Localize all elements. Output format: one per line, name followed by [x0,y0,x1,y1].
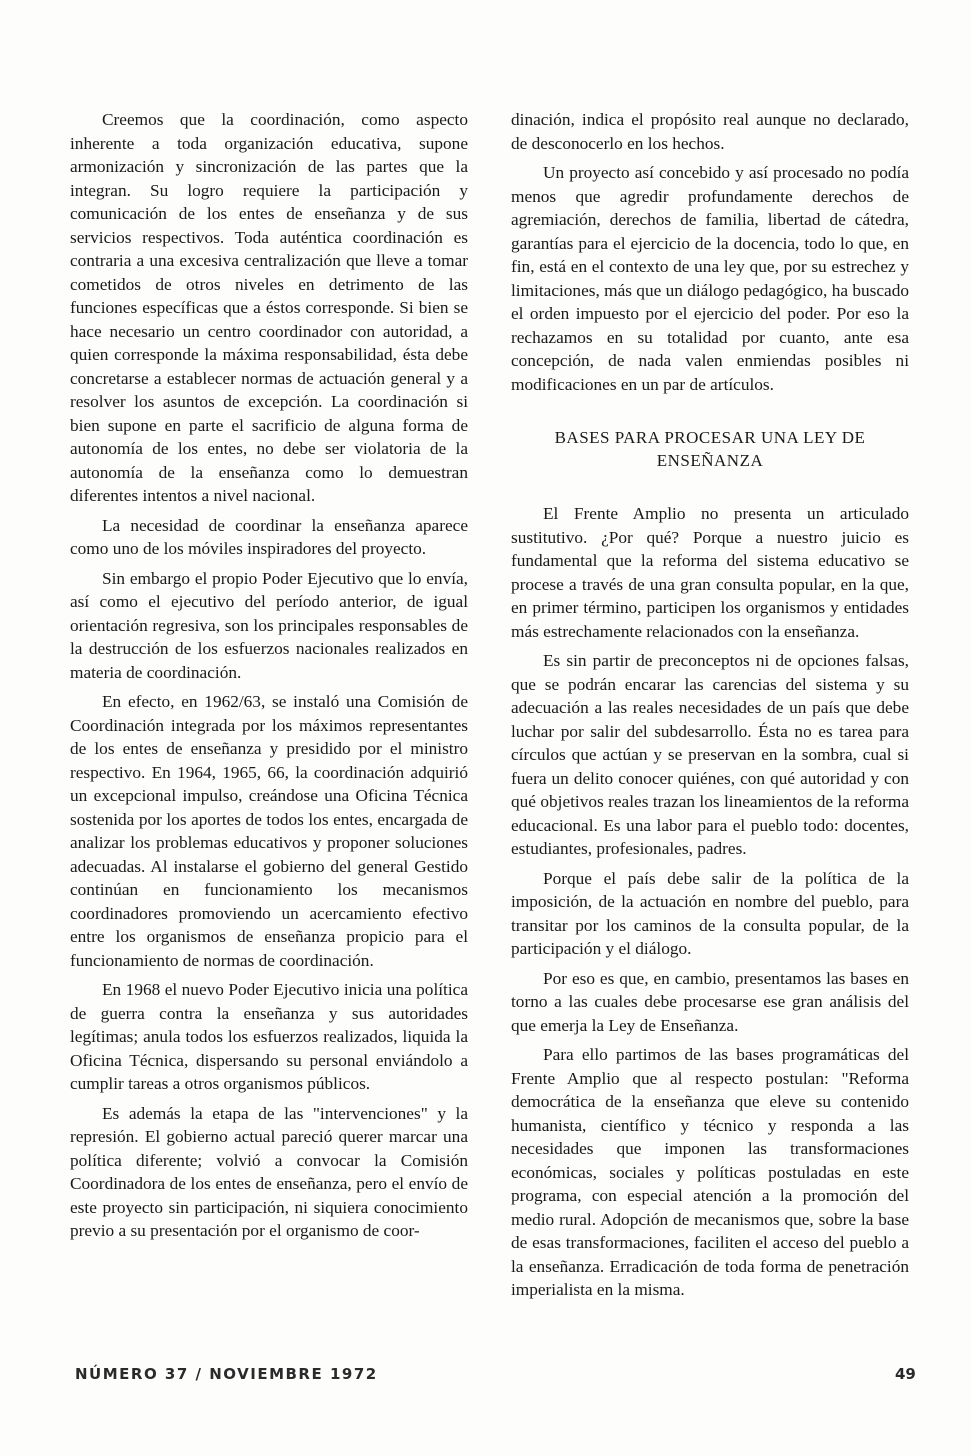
paragraph: Creemos que la coordinación, como aspecto inherente a toda organización educativa, supone armonización y sincronización de las partes que la integran. Su logro requiere la participación y comunicación de los entes de enseñanza y de sus servicios respectivos. Toda auténtica coordinación es contraria a una excesiva centralización que lleve a tomar cometidos de otros niveles en detrimento de las funciones específicas que a éstos corresponde. Si bien se hace necesario un centro coordinador con autoridad, a quien corresponde la máxima responsabilidad, ésta debe concretarse a establecer normas de actuación general y a resolver los asuntos de excepción. La coordinación si bien supone en parte el sacrificio de alguna forma de autonomía de los entes, no debe ser violatoria de la autonomía de la enseñanza como lo demuestran diferentes intentos a nivel nacional. [70,110,468,505]
paragraph: Para ello partimos de las bases programáticas del Frente Amplio que al respecto postulan: "Reforma democrática de la enseñanza que eleve su contenido humanista, científico y técnico y responda a las necesidades que imponen las transformaciones económicas, sociales y políticas postuladas en este programa, con especial atención a la promoción del medio rural. Adopción de mecanismos que, sobre la base de esas transformaciones, faciliten el acceso del pueblo a la enseñanza. Erradicación de toda forma de penetración imperialista en la misma. [511,1045,909,1299]
paragraph: Porque el país debe salir de la política de la imposición, de la actuación en nombre del pueblo, para transitar por los caminos de la consulta popular, de la participación y el diálogo. [511,868,909,958]
paragraph: Sin embargo el propio Poder Ejecutivo que lo envía, así como el ejecutivo del período anterior, de igual orientación regresiva, son los principales responsables de la destrucción de los esfuerzos nacionales realizados en materia de coordinación. [70,568,468,682]
right-column [511,108,909,1308]
paragraph: Un proyecto así concebido y así procesado no podía menos que agredir profundamente derechos de agremiación, derechos de familia, libertad de cátedra, garantías para el ejercicio de la docencia, todo lo que, en fin, está en el contexto de una ley que, por su estrechez y limitaciones, más que un diálogo pedagógico, ha buscado el orden impuesto por el ejercicio del poder. Por eso la rechazamos en su totalidad por cuanto, ante esa concepción, de nada valen enmiendas posibles ni modificaciones en un par de artículos. [511,163,909,394]
issue-footer: NÚMERO 37 / NOVIEMBRE 1972 [75,1365,378,1383]
paragraph-continuation: dinación, indica el propósito real aunque no declarado, de desconocerlo en los hechos. [511,110,909,153]
section-title: BASES PARA PROCESAR UNA LEY DE ENSEÑANZA [554,428,866,470]
paragraph: Es además la etapa de las "intervenciones" y la represión. El gobierno actual pareció querer marcar una política diferente; volvió a convocar la Comisión Coordinadora de los entes de enseñanza, pero el envío de este proyecto sin participación, ni siquiera conocimiento previo a su presentación por el organismo de coor- [70,1103,468,1240]
page-number: 49 [895,1365,916,1383]
paragraph: El Frente Amplio no presenta un articulado sustitutivo. ¿Por qué? Porque a nuestro juicio es fundamental que la reforma del sistema educativo se procese a través de una gran consulta popular, en la que, en primer término, participen los organismos y entidades más estrechamente relacionados con la enseñanza. [511,504,909,641]
paragraph: En efecto, en 1962/63, se instaló una Comisión de Coordinación integrada por los máximos representantes de los entes de enseñanza y presidido por el ministro respectivo. En 1964, 1965, 66, la coordinación adquirió un excepcional impulso, creándose una Oficina Técnica sostenida por los aportes de todos los entes, encargada de analizar los problemas educativos y proponer soluciones adecuadas. Al instalarse el gobierno del general Gestido continúan en funcionamiento los mecanismos coordinadores promoviendo un acercamiento efectivo entre los organismos de enseñanza propicio para el funcionamiento de normas de coordinación. [70,692,468,970]
paragraph: La necesidad de coordinar la enseñanza aparece como uno de los móviles inspiradores del proyecto. [70,515,468,558]
paragraph: Por eso es que, en cambio, presentamos las bases en torno a las cuales debe procesarse ese gran análisis del que emerja la Ley de Enseñanza. [511,968,909,1035]
paragraph: En 1968 el nuevo Poder Ejecutivo inicia una política de guerra contra la enseñanza y sus autoridades legítimas; anula todos los esfuerzos realizados, liquida la Oficina Técnica, dispersando su personal enviándolo a cumplir tareas a otros organismos públicos. [70,980,468,1093]
left-column [70,108,468,1249]
paragraph: Es sin partir de preconceptos ni de opciones falsas, que se podrán encarar las carencias del sistema y su adecuación a las reales necesidades de un país que debe luchar por salir del subdesarrollo. Ésta no es tarea para círculos que actúan y se preservan en la sombra, cual si fuera un delito conocer quiénes, con qué autoridad y con qué objetivos reales trazan los lineamientos de la reforma educacional. Es una labor para el pueblo todo: docentes, estudiantes, profesionales, padres. [511,651,909,858]
